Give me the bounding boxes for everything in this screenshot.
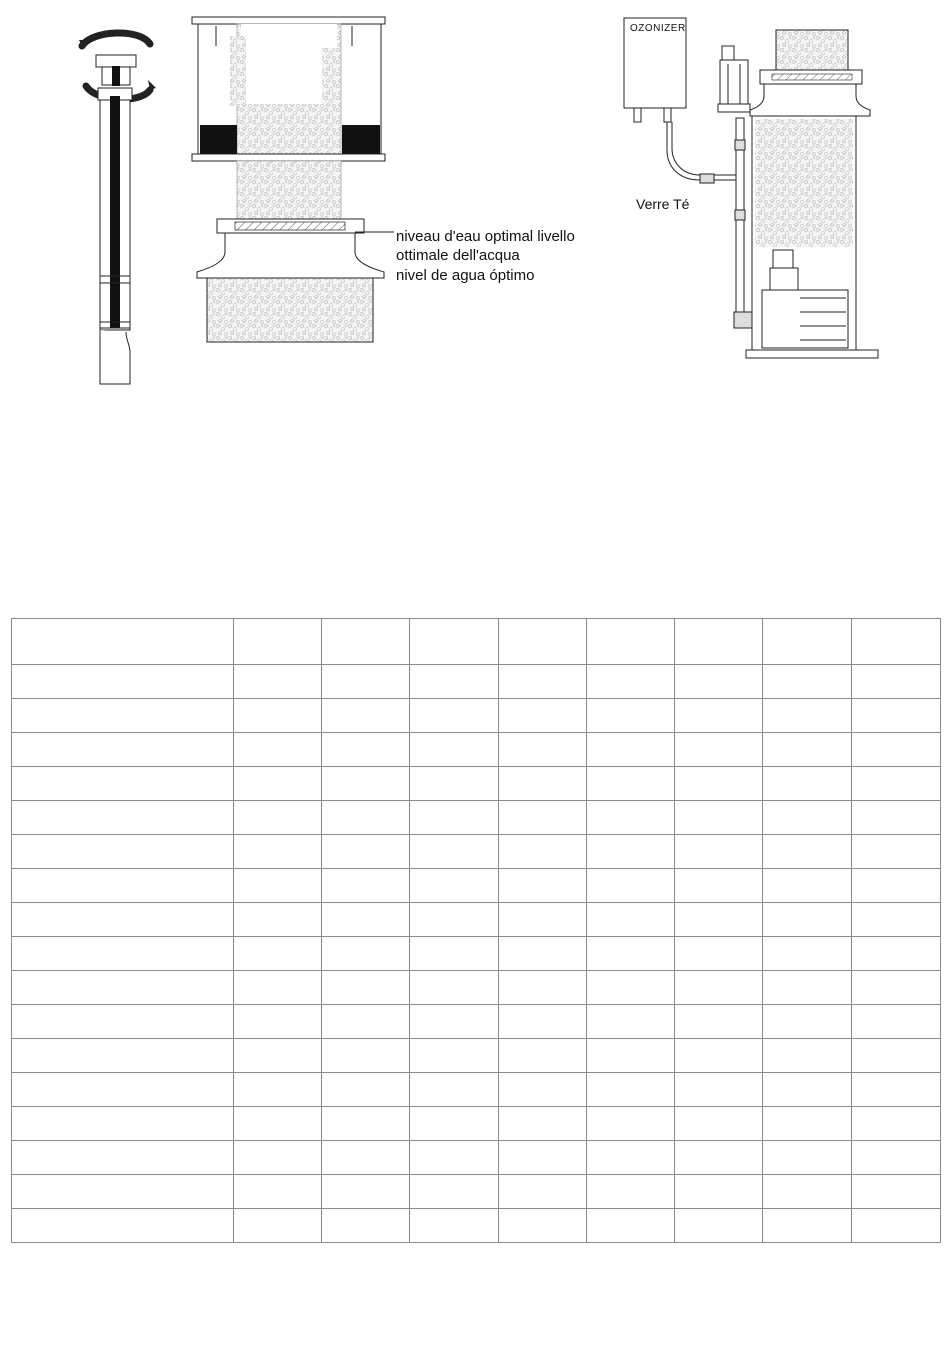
table-cell xyxy=(675,767,763,801)
table-cell xyxy=(587,835,675,869)
table-cell xyxy=(499,1209,587,1243)
table-cell xyxy=(234,665,322,699)
table-cell xyxy=(322,1141,410,1175)
table-cell xyxy=(499,1039,587,1073)
table-cell xyxy=(587,1209,675,1243)
table-cell xyxy=(587,1073,675,1107)
table-cell xyxy=(675,1039,763,1073)
table-cell xyxy=(234,801,322,835)
rotation-arrow-top-icon xyxy=(82,33,150,46)
table-cell xyxy=(322,665,410,699)
table-cell xyxy=(12,869,234,903)
table-cell xyxy=(852,1107,941,1141)
table-cell xyxy=(763,1005,852,1039)
table-cell xyxy=(852,801,941,835)
table-cell xyxy=(12,937,234,971)
table-cell xyxy=(234,835,322,869)
table-cell xyxy=(12,903,234,937)
tee-fitting-label: Verre Té xyxy=(636,196,690,212)
table-cell xyxy=(410,1073,499,1107)
table-cell xyxy=(675,1141,763,1175)
table-cell xyxy=(499,1175,587,1209)
table-cell xyxy=(587,1141,675,1175)
diagram-figures xyxy=(0,0,950,400)
table-cell xyxy=(410,835,499,869)
table-cell xyxy=(499,903,587,937)
table-cell xyxy=(675,835,763,869)
table-cell xyxy=(675,1209,763,1243)
table-cell xyxy=(234,767,322,801)
table-cell xyxy=(322,903,410,937)
table-cell xyxy=(852,733,941,767)
table-cell xyxy=(763,699,852,733)
table-row xyxy=(12,1209,941,1243)
table-cell xyxy=(12,699,234,733)
table-cell xyxy=(12,1073,234,1107)
table-cell xyxy=(675,903,763,937)
table-cell xyxy=(587,937,675,971)
table-header-cell xyxy=(12,619,234,665)
table-header-cell xyxy=(763,619,852,665)
table-cell xyxy=(410,1175,499,1209)
specification-table xyxy=(11,618,941,1243)
table-cell xyxy=(763,1141,852,1175)
table-cell xyxy=(12,733,234,767)
table-cell xyxy=(12,971,234,1005)
water-level-label-es: nivel de agua óptimo xyxy=(396,267,535,284)
table-cell xyxy=(322,937,410,971)
table-cell xyxy=(322,699,410,733)
table-cell xyxy=(675,665,763,699)
table-cell xyxy=(675,1107,763,1141)
table-cell xyxy=(675,733,763,767)
table-cell xyxy=(322,1039,410,1073)
table-cell xyxy=(499,733,587,767)
table-cell xyxy=(675,1073,763,1107)
table-cell xyxy=(763,971,852,1005)
table-cell xyxy=(763,1073,852,1107)
table-row xyxy=(12,699,941,733)
table-cell xyxy=(12,1005,234,1039)
table-cell xyxy=(587,767,675,801)
table-cell xyxy=(587,665,675,699)
ozonizer-label: OZONIZER xyxy=(630,23,686,34)
table-cell xyxy=(587,971,675,1005)
table-header-cell xyxy=(675,619,763,665)
table-cell xyxy=(12,1107,234,1141)
table-row xyxy=(12,903,941,937)
table-cell xyxy=(499,699,587,733)
table-cell xyxy=(852,1005,941,1039)
table-cell xyxy=(410,937,499,971)
table-cell xyxy=(852,1073,941,1107)
table-cell xyxy=(234,1005,322,1039)
table-cell xyxy=(234,1141,322,1175)
table-cell xyxy=(410,1141,499,1175)
table-cell xyxy=(410,699,499,733)
table-cell xyxy=(410,1005,499,1039)
skimmer-assembly-figure xyxy=(624,18,878,358)
table-cell xyxy=(234,1039,322,1073)
table-cell xyxy=(499,801,587,835)
table-cell xyxy=(763,733,852,767)
table-row xyxy=(12,1073,941,1107)
table-cell xyxy=(587,903,675,937)
table-cell xyxy=(763,937,852,971)
table-header-cell xyxy=(499,619,587,665)
table-cell xyxy=(410,971,499,1005)
table-header-cell xyxy=(852,619,941,665)
table-cell xyxy=(234,937,322,971)
table-cell xyxy=(587,1005,675,1039)
table-row xyxy=(12,801,941,835)
table-cell xyxy=(410,665,499,699)
table-cell xyxy=(499,937,587,971)
table-cell xyxy=(410,1107,499,1141)
table-cell xyxy=(763,1209,852,1243)
table-header-cell xyxy=(410,619,499,665)
table-cell xyxy=(587,733,675,767)
table-cell xyxy=(234,733,322,767)
table-cell xyxy=(675,937,763,971)
table-cell xyxy=(12,801,234,835)
table-row xyxy=(12,1107,941,1141)
table-cell xyxy=(12,1209,234,1243)
table-cell xyxy=(12,1141,234,1175)
table-cell xyxy=(322,1175,410,1209)
table-cell xyxy=(852,937,941,971)
table-cell xyxy=(410,733,499,767)
table-cell xyxy=(852,869,941,903)
table-cell xyxy=(587,1039,675,1073)
table-cell xyxy=(410,903,499,937)
table-cell xyxy=(234,699,322,733)
table-cell xyxy=(322,1073,410,1107)
table-cell xyxy=(234,1175,322,1209)
table-row xyxy=(12,1175,941,1209)
table-cell xyxy=(322,801,410,835)
water-level-label-it: ottimale dell'acqua xyxy=(396,247,520,264)
table-cell xyxy=(852,665,941,699)
table-cell xyxy=(499,1005,587,1039)
table-cell xyxy=(763,869,852,903)
table-row xyxy=(12,1141,941,1175)
table-cell xyxy=(852,1039,941,1073)
table-cell xyxy=(587,801,675,835)
table-cell xyxy=(763,1039,852,1073)
table-row xyxy=(12,835,941,869)
table-header-row xyxy=(12,619,941,665)
table-cell xyxy=(410,869,499,903)
table-row xyxy=(12,767,941,801)
table-row xyxy=(12,1039,941,1073)
table-cell xyxy=(234,1107,322,1141)
table-cell xyxy=(763,767,852,801)
table-cell xyxy=(12,665,234,699)
table-body xyxy=(12,619,941,1243)
table-row xyxy=(12,733,941,767)
table-cell xyxy=(763,1175,852,1209)
table-cell xyxy=(322,1005,410,1039)
table-cell xyxy=(234,1073,322,1107)
table-row xyxy=(12,869,941,903)
table-cell xyxy=(852,835,941,869)
table-cell xyxy=(322,733,410,767)
table-header-cell xyxy=(587,619,675,665)
table-cell xyxy=(12,767,234,801)
table-cell xyxy=(675,1005,763,1039)
table-cell xyxy=(675,1175,763,1209)
table-cell xyxy=(763,903,852,937)
table-cell xyxy=(675,699,763,733)
table-cell xyxy=(852,767,941,801)
table-cell xyxy=(587,1107,675,1141)
table-cell xyxy=(852,699,941,733)
table-cell xyxy=(499,767,587,801)
table-cell xyxy=(410,1039,499,1073)
table-cell xyxy=(499,1107,587,1141)
table-cell xyxy=(499,835,587,869)
table-cell xyxy=(852,1141,941,1175)
table-cell xyxy=(675,971,763,1005)
table-cell xyxy=(763,1107,852,1141)
table-cell xyxy=(410,1209,499,1243)
table-cell xyxy=(587,869,675,903)
table-cell xyxy=(234,903,322,937)
table-cell xyxy=(499,1141,587,1175)
collection-cup-figure xyxy=(192,17,394,342)
table-cell xyxy=(763,801,852,835)
table-header-cell xyxy=(234,619,322,665)
table-cell xyxy=(234,869,322,903)
table-cell xyxy=(322,1107,410,1141)
table-cell xyxy=(322,767,410,801)
table-cell xyxy=(763,665,852,699)
table-cell xyxy=(763,835,852,869)
table-cell xyxy=(322,1209,410,1243)
table-header-cell xyxy=(322,619,410,665)
table-cell xyxy=(12,1175,234,1209)
table-cell xyxy=(852,903,941,937)
table-cell xyxy=(234,971,322,1005)
table-cell xyxy=(499,1073,587,1107)
table-cell xyxy=(322,835,410,869)
table-cell xyxy=(499,665,587,699)
table-cell xyxy=(234,1209,322,1243)
table-cell xyxy=(675,801,763,835)
table-row xyxy=(12,665,941,699)
table-row xyxy=(12,971,941,1005)
table-cell xyxy=(322,971,410,1005)
table-cell xyxy=(499,869,587,903)
table-row xyxy=(12,937,941,971)
adjustment-rod-figure xyxy=(79,33,156,384)
table-row xyxy=(12,1005,941,1039)
table-cell xyxy=(322,869,410,903)
table-cell xyxy=(410,801,499,835)
water-level-label-fr: niveau d'eau optimal livello xyxy=(396,228,575,245)
table-cell xyxy=(852,971,941,1005)
table-cell xyxy=(852,1209,941,1243)
table-cell xyxy=(12,835,234,869)
table-cell xyxy=(587,1175,675,1209)
table-cell xyxy=(587,699,675,733)
table-cell xyxy=(852,1175,941,1209)
table-cell xyxy=(410,767,499,801)
table-cell xyxy=(675,869,763,903)
table-cell xyxy=(499,971,587,1005)
table-cell xyxy=(12,1039,234,1073)
